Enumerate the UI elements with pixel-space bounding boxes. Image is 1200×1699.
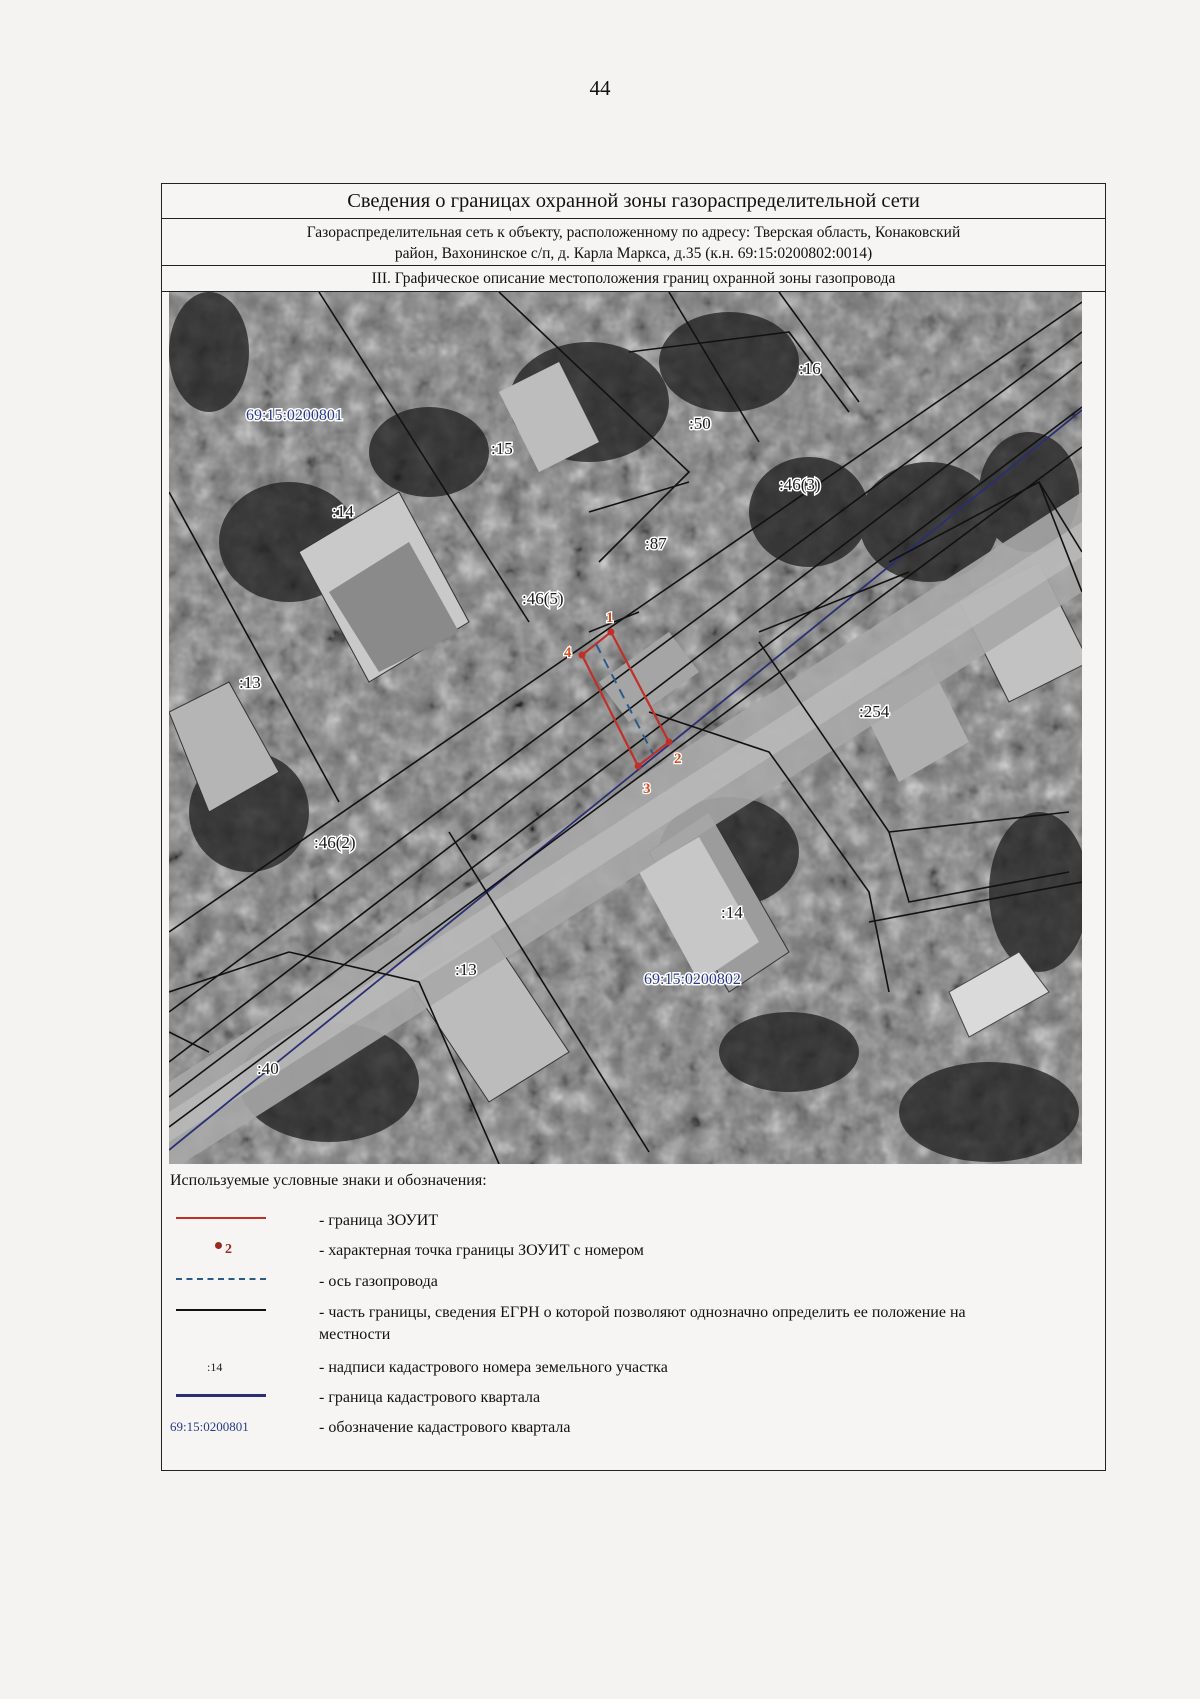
parcel-label: :254 bbox=[859, 702, 890, 721]
point-label: 2 bbox=[225, 1242, 232, 1257]
point-number: 2 bbox=[674, 751, 682, 767]
parcel-label: :40 bbox=[257, 1059, 279, 1078]
page-number: 44 bbox=[589, 76, 611, 100]
legend-text: - граница кадастрового квартала bbox=[319, 1389, 541, 1406]
legend-item-zone-point bbox=[162, 1236, 1102, 1266]
legend-text: - ось газопровода bbox=[319, 1273, 438, 1290]
section-title: III. Графическое описание местоположения границ охранной зоны газопровода bbox=[162, 266, 1105, 292]
point-number: 3 bbox=[643, 781, 651, 797]
quarter-label-sample: 69:15:0200801 bbox=[170, 1419, 249, 1434]
red-line-symbol bbox=[176, 1217, 266, 1219]
zone-point-4 bbox=[579, 652, 586, 659]
address-line-2: район, Вахонинское с/п, д. Карла Маркса, д.35 (к.н. 69:15:0200802:0014) bbox=[394, 245, 873, 262]
legend-item-gas-axis bbox=[162, 1267, 1102, 1297]
quarter-label: 69:15:0200802 bbox=[644, 971, 741, 988]
black-line-symbol bbox=[176, 1309, 266, 1311]
dashed-line-symbol bbox=[176, 1278, 266, 1280]
quarter-label: 69:15:0200801 bbox=[246, 407, 343, 424]
point-number: 4 bbox=[564, 645, 572, 661]
parcel-label: :50 bbox=[689, 414, 711, 433]
legend-text: - обозначение кадастрового квартала bbox=[319, 1419, 571, 1436]
legend-item-zone-boundary bbox=[162, 1206, 1102, 1236]
legend-text: - граница ЗОУИТ bbox=[319, 1212, 439, 1229]
parcel-label: :46(2) bbox=[314, 833, 356, 852]
parcel-label: :87 bbox=[645, 534, 667, 553]
legend-item-quarter-label bbox=[162, 1413, 1102, 1443]
legend-text: - часть границы, сведения ЕГРН о которой позволяют однозначно определить ее положение на местности bbox=[319, 1304, 966, 1343]
parcel-label: :46(3) bbox=[779, 475, 821, 494]
object-address bbox=[162, 219, 1105, 266]
parcel-label: :13 bbox=[239, 673, 261, 692]
red-point-icon bbox=[215, 1242, 222, 1249]
legend-item-egrn-boundary bbox=[162, 1298, 1102, 1348]
address-line-1: Газораспределительная сеть к объекту, расположенному по адресу: Тверская область, Конаковский bbox=[306, 224, 961, 241]
parcel-label: :14 bbox=[721, 903, 743, 922]
legend-item-quarter-boundary bbox=[162, 1383, 1102, 1413]
zone-point-1 bbox=[608, 629, 615, 636]
zone-point-2 bbox=[666, 739, 673, 746]
document-title: Сведения о границах охранной зоны газораспределительной сети bbox=[162, 184, 1105, 219]
legend-title: Используемые условные знаки и обозначения: bbox=[170, 1172, 487, 1189]
point-number: 1 bbox=[606, 610, 614, 626]
parcel-label: :13 bbox=[455, 960, 477, 979]
parcel-label: :14 bbox=[332, 502, 354, 521]
zone-point-3 bbox=[635, 763, 642, 770]
aerial-map[interactable] bbox=[169, 292, 1082, 1164]
parcel-label: :16 bbox=[799, 359, 821, 378]
parcel-label: :46(5) bbox=[522, 589, 564, 608]
legend-text: - характерная точка границы ЗОУИТ с номером bbox=[319, 1242, 644, 1259]
document-frame bbox=[161, 183, 1106, 1471]
parcel-label-sample: :14 bbox=[207, 1360, 223, 1374]
parcel-label: :15 bbox=[491, 439, 513, 458]
map-canvas bbox=[169, 292, 1082, 1164]
legend-text: - надписи кадастрового номера земельного участка bbox=[319, 1359, 668, 1376]
legend-item-parcel-label bbox=[162, 1353, 1102, 1383]
navy-line-symbol bbox=[176, 1394, 266, 1397]
